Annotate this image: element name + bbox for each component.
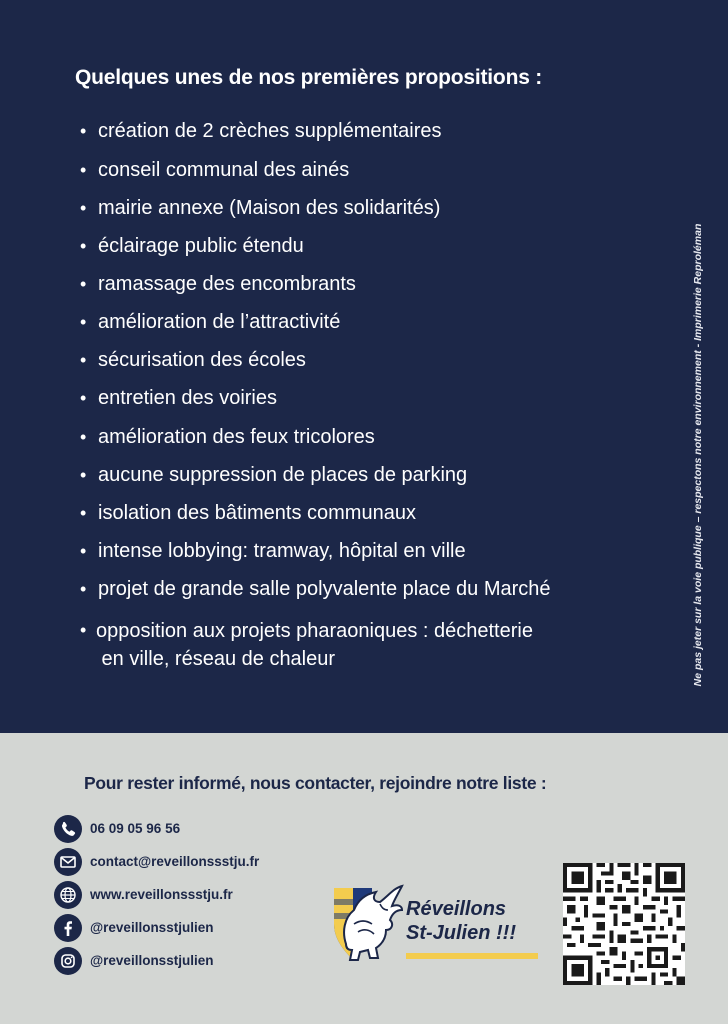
brand-line-2: St-Julien !!!	[406, 922, 516, 944]
website-link[interactable]: www.reveillonssstju.fr	[90, 887, 233, 902]
bullet-icon: •	[80, 198, 87, 218]
bullet-icon: •	[80, 236, 87, 256]
vertical-disclaimer: Ne pas jeter sur la voie publique – respectons notre environnement - Imprimerie Reproléman	[692, 223, 704, 687]
brand-underline	[406, 953, 538, 959]
propositions-heading: Quelques unes de nos premières propositions :	[75, 66, 543, 89]
facebook-icon	[54, 914, 82, 942]
propositions-panel: Quelques unes de nos premières propositions : • création de 2 crèches supplémentaires • conseil communal des ainés • mairie annexe (Maison des solidarités) • éclairage public étendu • ramassage des encombrants • amélioration de l’attractivité • sécurisation des écoles • entretien des voiries • amélioration des feux tricolores • aucune suppression de places de parking • isolation des bâtiments communaux • intense lobbying: tramway, hôpital en ville • projet de grande salle polyvalente place du Marché • opposition aux projets pharaoniques : déchetterie en ville, réseau de chaleur Ne pas jeter sur la voie publique – respectons notre environnement - Imprimerie Reproléman	[0, 0, 728, 733]
bullet-icon: •	[80, 465, 87, 485]
phone-number[interactable]: 06 09 05 96 56	[90, 821, 181, 836]
bullet-icon: •	[80, 350, 87, 370]
bullet-icon: •	[80, 503, 87, 523]
bullet-icon: •	[80, 541, 87, 561]
mail-icon	[54, 848, 82, 876]
bullet-icon: •	[80, 160, 87, 180]
facebook-handle[interactable]: @reveillonsstjulien	[90, 920, 214, 935]
bullet-icon: •	[80, 427, 87, 447]
bullet-icon: •	[80, 274, 87, 294]
brand-name	[406, 897, 516, 945]
bullet-icon: •	[80, 121, 87, 141]
globe-icon	[54, 881, 82, 909]
bullet-icon: •	[80, 620, 87, 640]
phone-icon	[54, 815, 82, 843]
brand-line-1: Réveillons	[406, 898, 507, 920]
email-link[interactable]: contact@reveillonssstju.fr	[90, 854, 260, 869]
bullet-icon: •	[80, 312, 87, 332]
contact-panel	[0, 733, 728, 1024]
instagram-handle[interactable]: @reveillonsstjulien	[90, 953, 214, 968]
instagram-icon	[54, 947, 82, 975]
bullet-icon: •	[80, 579, 87, 599]
contact-heading: Pour rester informé, nous contacter, rejoindre notre liste :	[84, 773, 547, 793]
qr-code	[563, 863, 685, 985]
griffin-shield-logo	[332, 880, 404, 964]
bullet-icon: •	[80, 388, 87, 408]
